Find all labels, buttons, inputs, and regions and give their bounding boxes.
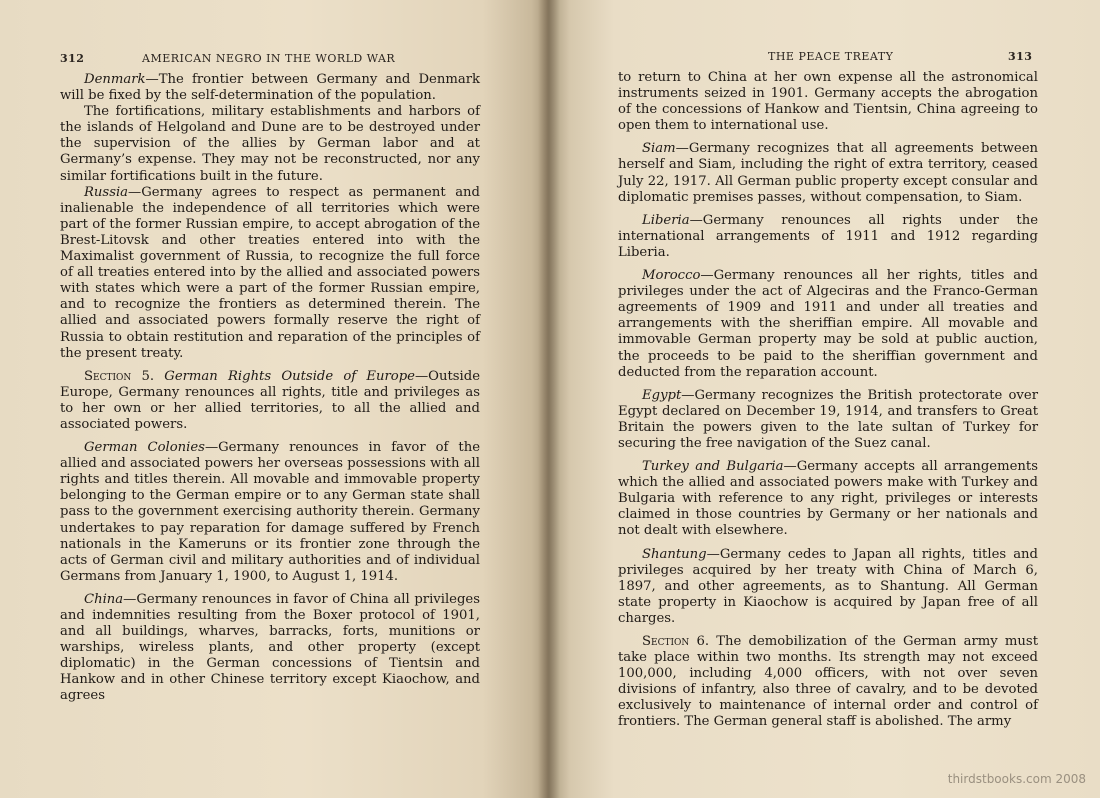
paragraph-russia: Russia—Germany agrees to respect as permanent and inalienable the independence of all territories which were part of the former Russian empire, to accept abrogation of the Brest-Litovsk and other treaties entered into with the Maximalist government of Russia, to recognize the full force of all treaties entered into by the allied and associated powers with states which were a part of the former Russian empire, and to recognize the frontiers as determined therein. The allied and associated powers formally reserve the right of Russia to obtain restitution and reparation of the principles of the present treaty. <box>60 184 480 361</box>
paragraph-denmark: Denmark—The frontier between Germany and Denmark will be fixed by the self-determination of the population. <box>60 72 480 104</box>
paragraph-section-6: Section 6. The demobilization of the German army must take place within two months. Its strength may not exceed 100,000, including 4,000 officers, with not over seven divisions of infantry, also three of cavalry, and to be devoted exclusively to maintenance of internal order and control of frontiers. The German general staff is abolished. The army <box>618 634 1038 730</box>
book-gutter <box>538 0 560 798</box>
paragraph-section-5: Section 5. German Rights Outside of Europe—Outside Europe, Germany renounces all rights, title and privileges as to her own or her allied territories, to all the allied and associated powers. <box>60 368 480 432</box>
right-page-text <box>618 70 1038 731</box>
paragraph-german-colonies: German Colonies—Germany renounces in favor of the allied and associated powers her overseas possessions with all rights and titles therein. All movable and immovable property belonging to the German empire or to any German state shall pass to the government exercising authority therein. Germany undertakes to pay reparation for damage suffered by French nationals in the Kameruns or its frontier zone through the acts of German civil and military authorities and of individual Germans from January 1, 1900, to August 1, 1914. <box>60 440 480 584</box>
paragraph-morocco: Morocco—Germany renounces all her rights, titles and privileges under the act of Algeciras and the Franco-German agreements of 1909 and 1911 and under all treaties and arrangements with the sheriffian empire. All movable and immovable German property may be sold at public auction, the proceeds to be paid to the sheriffian government and deducted from the reparation account. <box>618 268 1038 380</box>
paragraph-china: China—Germany renounces in favor of China all privileges and indemnities resulting from the Boxer protocol of 1901, and all buildings, wharves, barracks, forts, munitions or warships, wireless plants, and other property (except diplomatic) in the German concessions of Tientsin and Hankow and in other Chinese territory except Kiaochow, and agrees <box>60 591 480 704</box>
paragraph-egypt: Egypt—Germany recognizes the British protectorate over Egypt declared on December 19, 1914, and transfers to Great Britain the powers given to the late sultan of Turkey for securing the free navigation of the Suez canal. <box>618 387 1038 451</box>
paragraph-turkey-bulgaria: Turkey and Bulgaria—Germany accepts all arrangements which the allied and associated powers make with Turkey and Bulgaria with reference to any right, privileges or interests claimed in those countries by Germany or her nationals and not dealt with elsewhere. <box>618 459 1038 539</box>
paragraph-china-continued: to return to China at her own expense all the astronomical instruments seized in 1901. Germany accepts the abrogation of the concessions of Hankow and Tientsin, China agreeing to open them to international use. <box>618 70 1038 134</box>
left-page-number: 312 <box>60 52 85 65</box>
watermark: thirdstbooks.com 2008 <box>947 772 1086 786</box>
right-page-number: 313 <box>1008 50 1033 63</box>
paragraph-fortifications: The fortifications, military establishments and harbors of the islands of Helgoland and Dune are to be destroyed under the supervision of the allies by German labor and at Germany’s expense. They may not be reconstructed, nor any similar fortifications built in the future. <box>60 104 480 184</box>
paragraph-liberia: Liberia—Germany renounces all rights under the international arrangements of 1911 and 1912 regarding Liberia. <box>618 212 1038 260</box>
paragraph-shantung: Shantung—Germany cedes to Japan all rights, titles and privileges acquired by her treaty with China of March 6, 1897, and other agreements, as to Shantung. All German state property in Kiaochow is acquired by Japan free of all charges. <box>618 546 1038 626</box>
left-page-text <box>60 72 480 705</box>
right-running-head: THE PEACE TREATY <box>768 50 894 63</box>
left-page <box>0 0 548 798</box>
paragraph-siam: Siam—Germany recognizes that all agreements between herself and Siam, including the right of extra territory, ceased July 22, 1917. All German public property except consular and diplomatic premises passes, without compensation, to Siam. <box>618 141 1038 205</box>
left-running-head: AMERICAN NEGRO IN THE WORLD WAR <box>142 52 396 65</box>
right-page <box>548 0 1100 798</box>
